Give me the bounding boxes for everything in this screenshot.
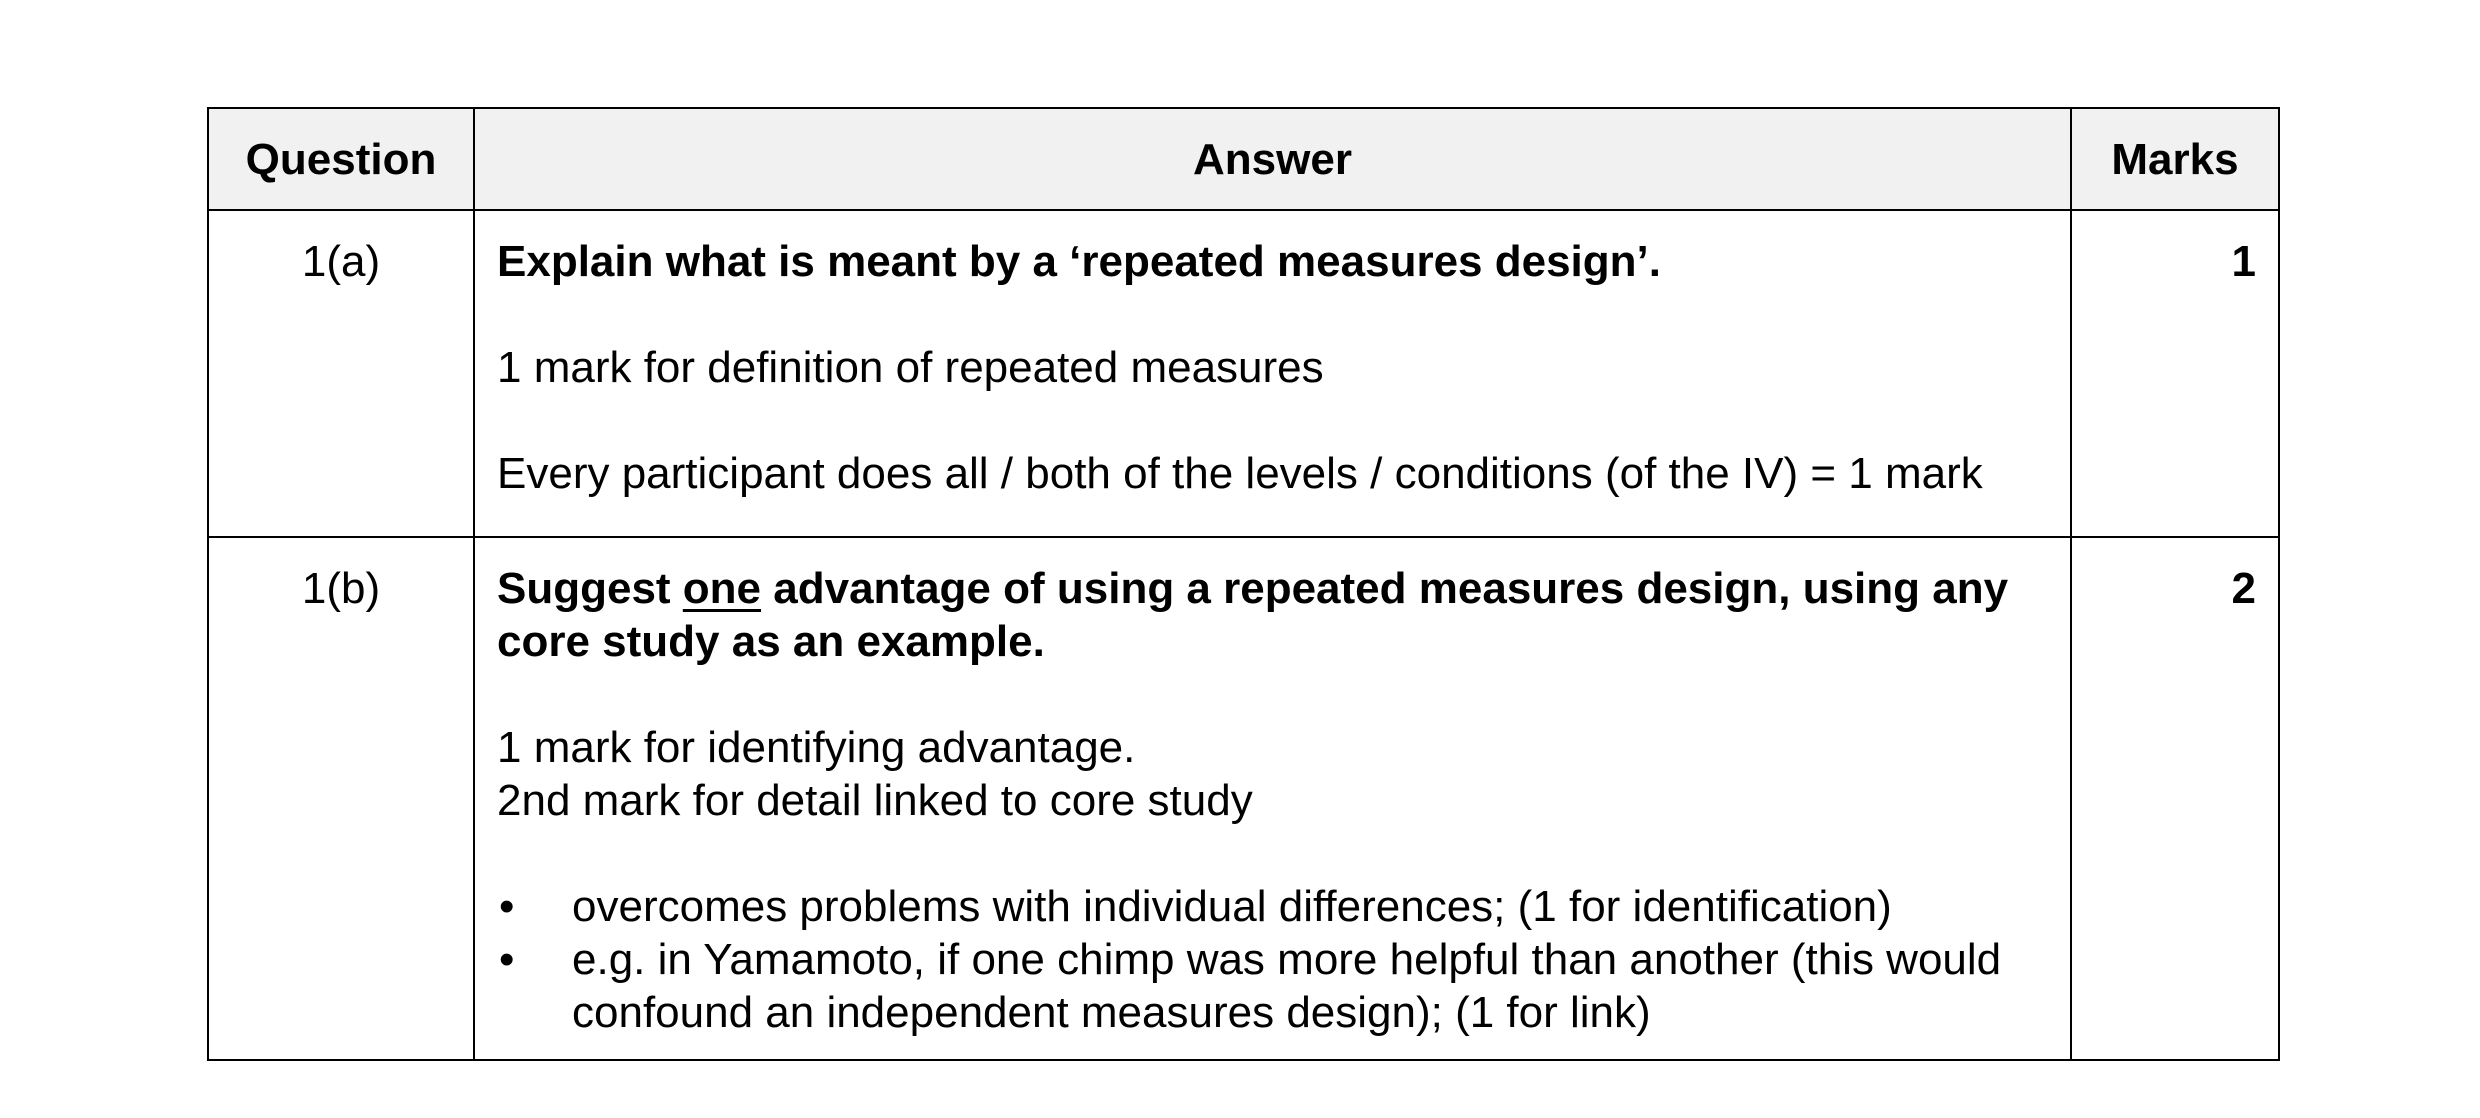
marking-guidance: [497, 721, 2054, 827]
marks-value: 1: [2071, 210, 2279, 537]
header-row: [208, 108, 2279, 210]
question-prompt: [497, 562, 2054, 668]
list-item: [497, 880, 2054, 933]
answer-cell: [474, 210, 2071, 537]
marking-guidance: 1 mark for definition of repeated measures: [497, 343, 1324, 392]
header-marks: Marks: [2071, 108, 2279, 210]
prompt-emphasis: one: [682, 564, 762, 613]
prompt-text: Suggest: [497, 564, 683, 613]
bullet-icon: •: [499, 882, 515, 931]
model-answer: Every participant does all / both of the levels / conditions (of the IV) = 1 mark: [497, 449, 1983, 498]
question-number: 1(a): [208, 210, 474, 537]
list-item-text: e.g. in Yamamoto, if one chimp was more helpful than another (this would confound an independent measures design); (1 for link): [572, 935, 2002, 1037]
question-number: 1(b): [208, 537, 474, 1060]
table-row: [208, 537, 2279, 1060]
guidance-line: 1 mark for identifying advantage.: [497, 723, 1136, 772]
answer-bullet-list: [497, 880, 2054, 1039]
prompt-text: advantage of using a repeated measures design, using any core study as an example.: [497, 564, 2009, 666]
guidance-line: 2nd mark for detail linked to core study: [497, 776, 1253, 825]
header-answer: Answer: [474, 108, 2071, 210]
header-question: Question: [208, 108, 474, 210]
marks-value: 2: [2071, 537, 2279, 1060]
table-row: [208, 210, 2279, 537]
list-item-text: overcomes problems with individual differences; (1 for identification): [572, 882, 1892, 931]
mark-scheme-table: [207, 107, 2280, 1061]
question-prompt: Explain what is meant by a ‘repeated measures design’.: [497, 237, 1661, 286]
answer-cell: [474, 537, 2071, 1060]
list-item: [497, 933, 2054, 1039]
bullet-icon: •: [499, 935, 515, 984]
